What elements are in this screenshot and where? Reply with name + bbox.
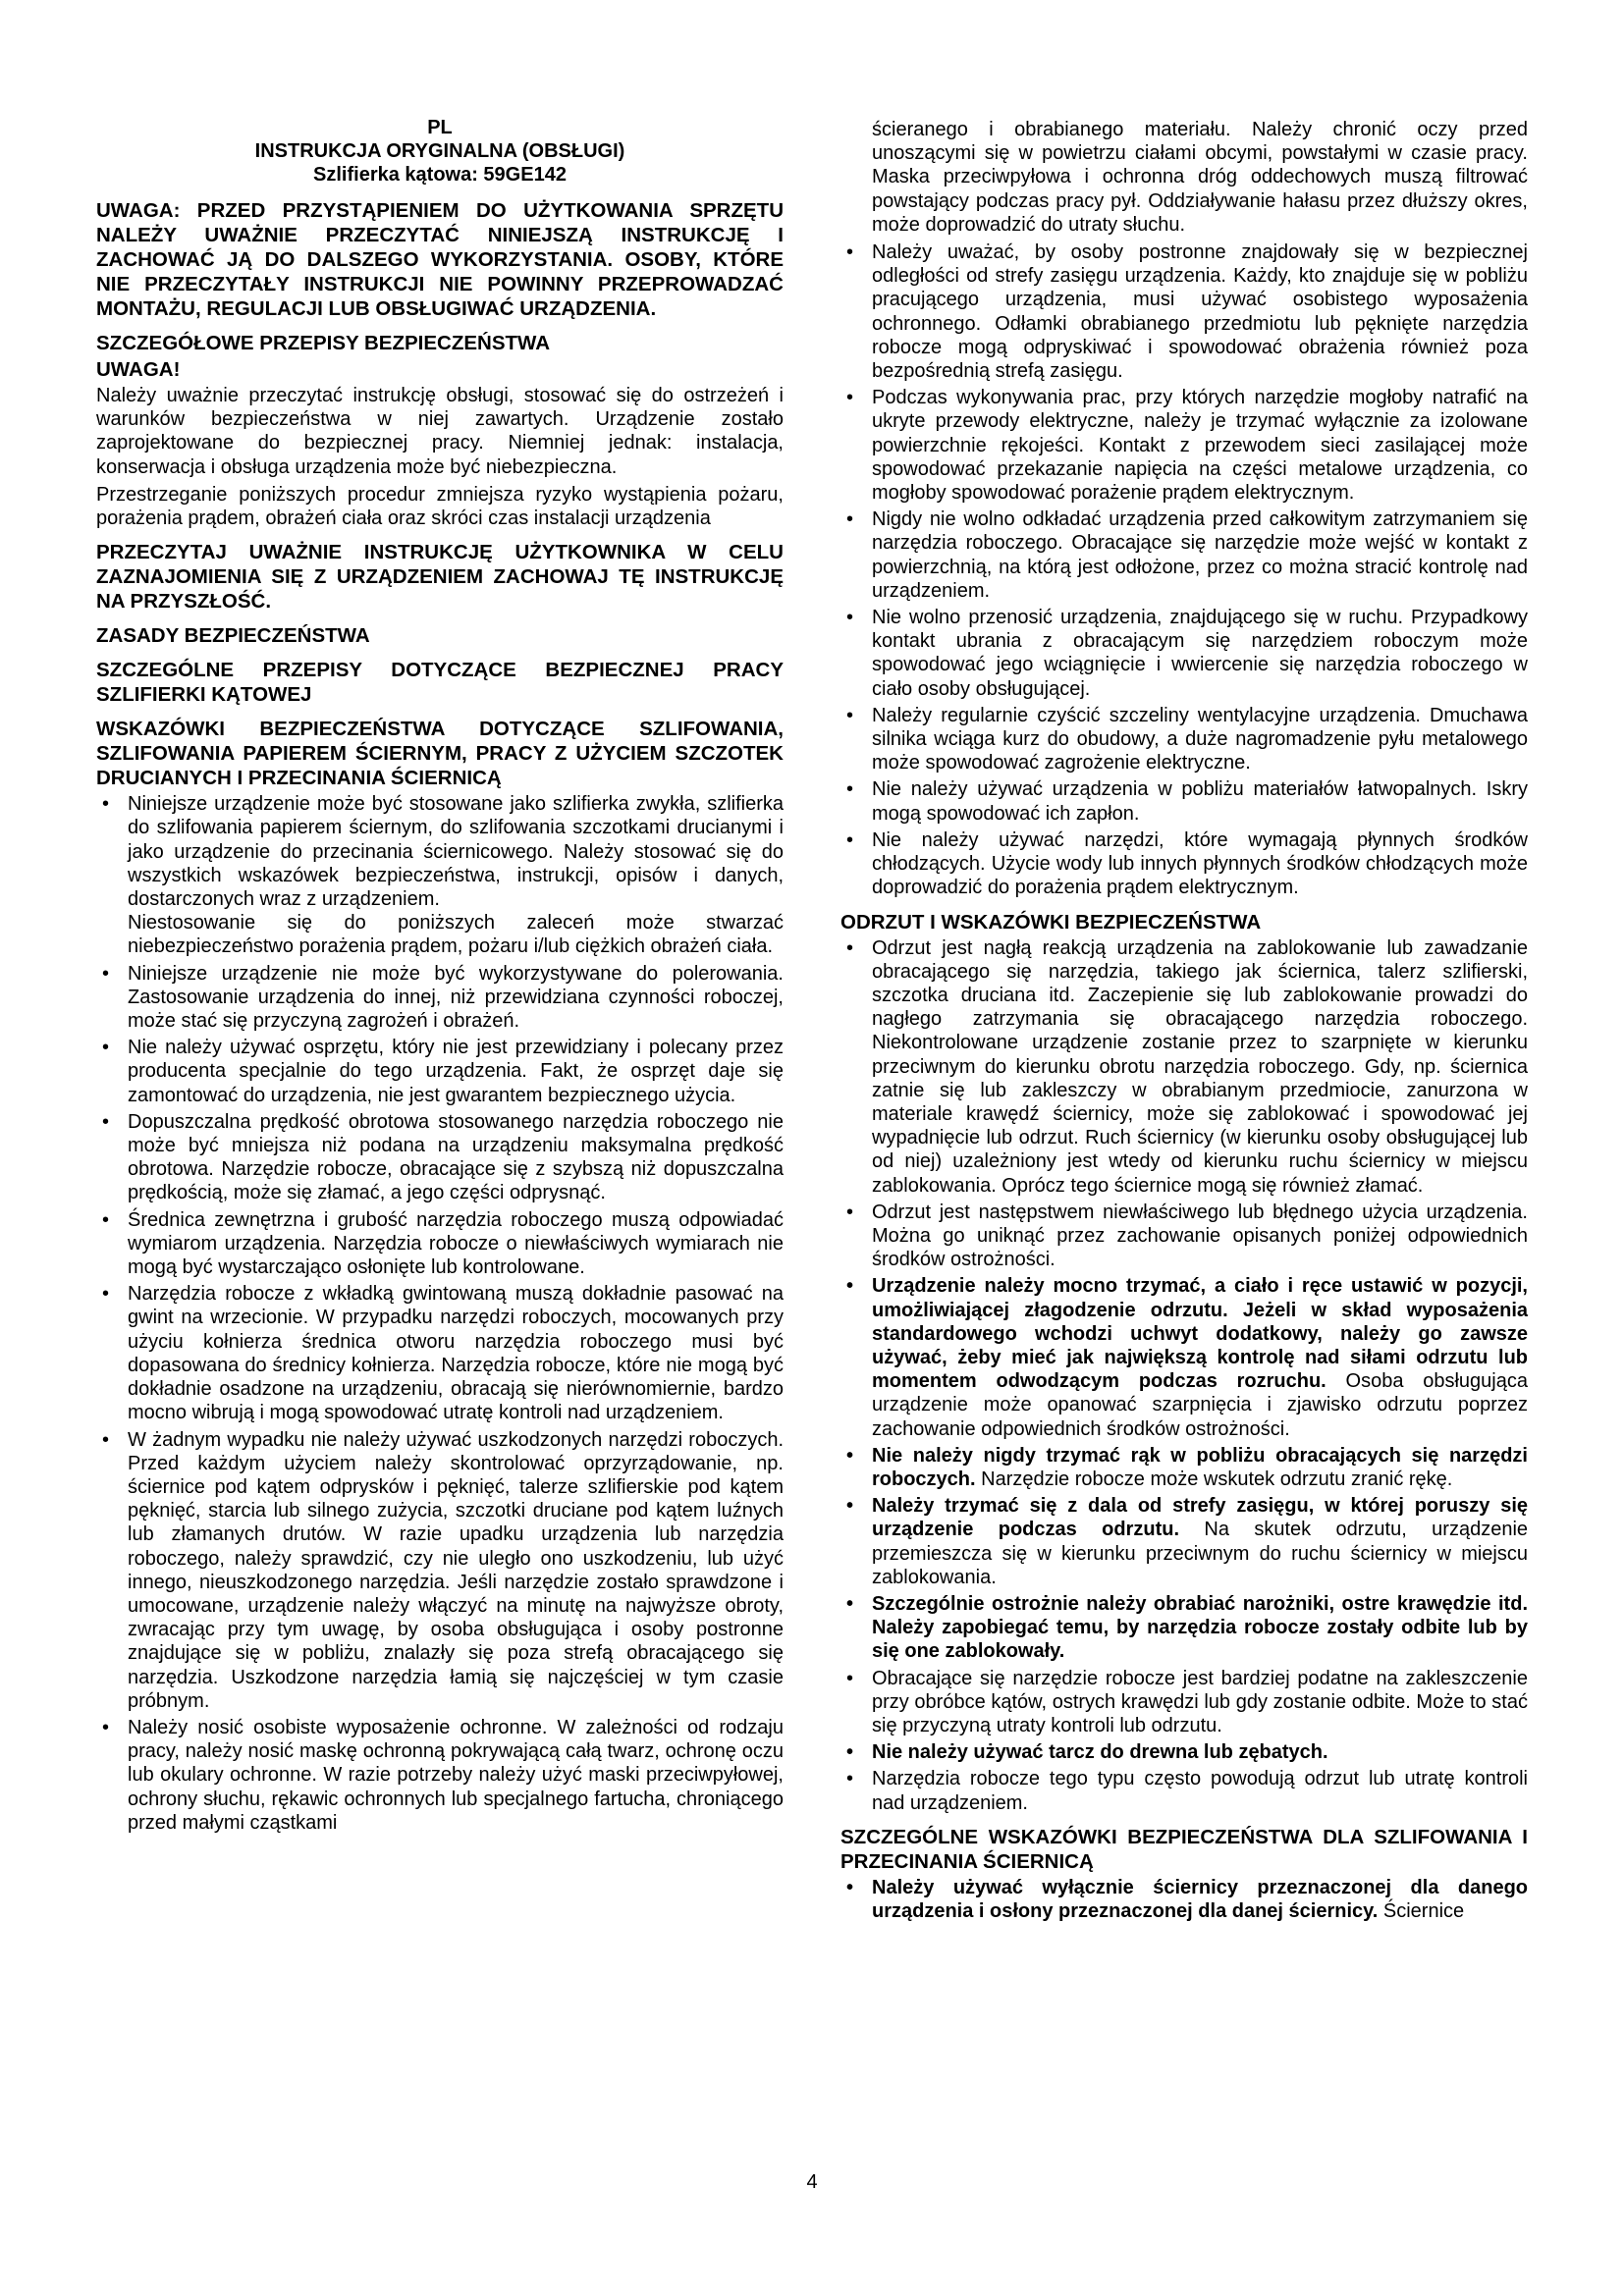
list-item-text: Niniejsze urządzenie może być stosowane jako szlifierka zwykła, szlifierka do szlifowania papierem ściernym, do szlifowania szczotkami drucianymi i jako urządzenie do przecinania ściernicowego. Należy stosować się do wszystkich wskazówek bezpieczeństwa, instrukcji, opisów i danych, dostarczonych wraz z urządzeniem. [128, 793, 784, 911]
list-item: • Nie należy używać osprzętu, który nie jest przewidziany i polecany przez producenta specjalnie do tego urządzenia. Fakt, że osprzęt daje się zamontować do urządzenia, nie jest gwarantem bezpiecznego użycia. [96, 1036, 784, 1107]
page-number: 4 [806, 2171, 818, 2193]
list-item: • Należy nosić osobiste wyposażenie ochronne. W zależności od rodzaju pracy, należy nosić maskę ochronną pokrywającą całą twarz, ochronę oczu lub okulary ochronne. W razie potrzeby należy użyć maski przeciwpyłowej, ochrony słuchu, rękawic ochronnych lub specjalnego fartucha, chroniącego przed małymi cząstkami [96, 1716, 784, 1835]
grinding-safety-list [96, 792, 784, 1835]
list-item-normal: Na skutek odrzutu, urządzenie przemieszcza się w kierunku przeciwnym do ruchu ściernicy w miejscu zablokowania. [872, 1519, 1529, 1588]
list-item [840, 1876, 1528, 1923]
list-item-bold: Nie należy nigdy trzymać rąk w pobliżu obracających się narzędzi roboczych. [872, 1444, 1528, 1490]
list-item [96, 792, 784, 958]
list-item [840, 1444, 1528, 1491]
heading-cutting-safety: SZCZEGÓLNE WSKAZÓWKI BEZPIECZEŃSTWA DLA SZLIFOWANIA I PRZECINANIA ŚCIERNICĄ [840, 1825, 1528, 1873]
list-item: • Narzędzia robocze tego typu często powodują odrzut lub utratę kontroli nad urządzeniem. [840, 1767, 1528, 1814]
cutting-safety-list [840, 1876, 1528, 1923]
heading-detailed-rules: SZCZEGÓŁOWE PRZEPISY BEZPIECZEŃSTWA [96, 332, 551, 354]
list-item: • Nie wolno przenosić urządzenia, znajdującego się w ruchu. Przypadkowy kontakt ubrania z obracającym się narzędziem roboczym może spowodować jego wciągnięcie i wwiercenie się narzędzia roboczego w ciało osoby obsługującej. [840, 606, 1528, 701]
list-item [840, 1274, 1528, 1440]
language-code: PL [427, 117, 453, 138]
list-item-normal: Osoba obsługująca urządzenie może opanować szarpnięcia i zjawisko odrzutu poprzez zachowanie odpowiednich środków ostrożności. [872, 1370, 1528, 1440]
list-item: • Należy regularnie czyścić szczeliny wentylacyjne urządzenia. Dmuchawa silnika wciąga kurz do obudowy, a duże nagromadzenie pyłu metalowego może spowodować zagrożenie elektryczne. [840, 704, 1528, 775]
paragraph-procedures: Przestrzeganie poniższych procedur zmniejsza ryzyko wystąpienia pożaru, porażenia prądem, obrażeń ciała oraz skróci czas instalacji urządzenia [96, 483, 784, 530]
heading-kickback: ODRZUT I WSKAZÓWKI BEZPIECZEŃSTWA [840, 910, 1262, 934]
list-item: • Szczególnie ostrożnie należy obrabiać narożniki, ostre krawędzie itd. Należy zapobiegać temu, by narzędzia robocze zostały odbite lub by się one zablokowały. [840, 1592, 1528, 1664]
list-item: • Nigdy nie wolno odkładać urządzenia przed całkowitym zatrzymaniem się narzędzia roboczego. Obracające się narzędzie może wejść w kontakt z powierzchnią, na którą jest odłożone, przez co można stracić kontrolę nad urządzeniem. [840, 507, 1528, 603]
paragraph-read-manual: Należy uważnie przeczytać instrukcję obsługi, stosować się do ostrzeżeń i warunków bezpieczeństwa w niej zawartych. Urządzenie zostało zaprojektowane do bezpiecznej pracy. Niemniej jednak: instalacja, konserwacja i obsługa urządzenia może być niebezpieczna. [96, 385, 784, 478]
list-item: • Nie należy używać narzędzi, które wymagają płynnych środków chłodzących. Użycie wody lub innych płynnych środków chłodzących może doprowadzić do porażenia prądem elektrycznym. [840, 828, 1528, 900]
list-item: • Obracające się narzędzie robocze jest bardziej podatne na zakleszczenie przy obróbce kątów, ostrych krawędzi lub gdy zostanie odbite. Może to stać się przyczyną utraty kontroli lub odrzutu. [840, 1667, 1528, 1738]
product-subtitle: Szlifierka kątowa: 59GE142 [313, 164, 567, 186]
warning-heading: UWAGA: PRZED PRZYSTĄPIENIEM DO UŻYTKOWANIA SPRZĘTU NALEŻY UWAŻNIE PRZECZYTAĆ NINIEJSZĄ INSTRUKCJĘ I ZACHOWAĆ JĄ DO DALSZEGO WYKORZYSTANIA. OSOBY, KTÓRE NIE PRZECZYTAŁY INSTRUKCJI NIE POWINNY PRZEPROWADZAĆ MONTAŻU, REGULACJI LUB OBSŁUGIWAĆ URZĄDZENIA. [96, 199, 784, 320]
continued-paragraph: ścieranego i obrabianego materiału. Należy chronić oczy przed unoszącymi się w powietrzu ciałami obcymi, powstałymi w czasie pracy. Maska przeciwpyłowa i ochronna dróg oddechowych muszą filtrować powstający podczas pracy pył. Oddziaływanie hałasu przez dłuższy okres, może doprowadzić do utraty słuchu. [872, 119, 1528, 236]
heading-uwaga: UWAGA! [96, 358, 181, 381]
list-item-bold: Urządzenie należy mocno trzymać, a ciało i ręce ustawić w pozycji, umożliwiającej złagodzenie odrzutu. Jeżeli w skład wyposażenia standardowego wchodzi uchwyt dodatkowy, należy go zawsze używać, żeby mieć jak największą kontrolę nad siłami odrzutu lub momentem odwodzącym podczas rozruchu. [872, 1275, 1528, 1393]
list-item-bold: Należy trzymać się z dala od strefy zasięgu, w której poruszy się urządzenie podczas odrzutu. [872, 1495, 1528, 1541]
document-title: INSTRUKCJA ORYGINALNA (OBSŁUGI) [254, 140, 625, 162]
list-item [840, 1494, 1528, 1589]
list-item-normal: Narzędzie robocze może wskutek odrzutu zranić rękę. [975, 1468, 1453, 1490]
list-item-bold: Należy używać wyłącznie ściernicy przeznaczonej dla danego urządzenia i osłony przeznaczonej dla danej ściernicy. [872, 1876, 1528, 1923]
list-item: • Nie należy używać tarcz do drewna lub zębatych. [840, 1740, 1528, 1764]
list-item: • W żadnym wypadku nie należy używać uszkodzonych narzędzi roboczych. Przed każdym użyciem należy skontrolować oprzyrządowanie, np. ściernice pod kątem odprysków i pęknięć, talerze szlifierskie pod kątem pęknięć, starcia lub silnego zużycia, szczotki druciane pod kątem luźnych lub złamanych drutów. W razie upadku urządzenia lub narzędzia roboczego, należy sprawdzić, czy nie uległo ono uszkodzeniu, lub użyć innego, nieuszkodzonego narzędzia. Jeśli narzędzie zostało sprawdzone i umocowane, urządzenie należy włączyć na minutę na najwyższe obroty, zwracając przy tym uwagę, by osoba obsługująca i osoby postronne znajdujące się w pobliżu, znalazły się poza strefą obracającego się narzędzia. Uszkodzone narzędzia łamią się najczęściej w tym czasie próbnym. [96, 1428, 784, 1713]
list-item: • Dopuszczalna prędkość obrotowa stosowanego narzędzia roboczego nie może być mniejsza niż podana na urządzeniu maksymalna prędkość obrotowa. Narzędzie robocze, obracające się z szybszą niż dopuszczalna prędkością, może się złamać, a jego części odprysnąć. [96, 1110, 784, 1205]
list-item: • Podczas wykonywania prac, przy których narzędzie mogłoby natrafić na ukryte przewody elektryczne, należy je trzymać wyłącznie za izolowane powierzchnie rękojeści. Kontakt z przewodem sieci zasilającej może spowodować przekazanie napięcia na części metalowe urządzenia, co mogłoby spowodować porażenie prądem elektrycznym. [840, 386, 1528, 505]
list-item: • Narzędzia robocze z wkładką gwintowaną muszą dokładnie pasować na gwint na wrzecionie. W przypadku narzędzi roboczych, mocowanych przy użyciu kołnierza średnica otworu narzędzia roboczego musi być dopasowana do średnicy kołnierza. Narzędzia robocze, które nie mogą być dokładnie osadzone na urządzeniu, obracają się nierównomiernie, bardzo mocno wibrują i mogą spowodować utratę kontroli nad urządzeniem. [96, 1282, 784, 1424]
list-item: • Nie należy używać urządzenia w pobliżu materiałów łatwopalnych. Iskry mogą spowodować ich zapłon. [840, 777, 1528, 825]
list-item-text-extra: Niestosowanie się do poniższych zaleceń może stwarzać niebezpieczeństwo porażenia prądem, pożaru i/lub ciężkich obrażeń ciała. [128, 912, 784, 958]
heading-grinding-safety: WSKAZÓWKI BEZPIECZEŃSTWA DOTYCZĄCE SZLIFOWANIA, SZLIFOWANIA PAPIEREM ŚCIERNYM, PRACY Z UŻYCIEM SZCZOTEK DRUCIANYCH I PRZECINANIA ŚCIERNICĄ [96, 718, 784, 790]
heading-special-rules: SZCZEGÓLNE PRZEPISY DOTYCZĄCE BEZPIECZNEJ PRACY SZLIFIERKI KĄTOWEJ [96, 659, 784, 707]
general-safety-list [840, 240, 1528, 899]
list-item-normal: Ściernice [1378, 1900, 1465, 1923]
list-item: • Odrzut jest nagłą reakcją urządzenia na zablokowanie lub zawadzanie obracającego się narzędzia, takiego jak ściernica, talerz szlifierski, szczotka druciana itd. Zaczepienie się lub zablokowanie prowadzi do nagłego zatrzymania się obracającego narzędzia roboczego. Niekontrolowane urządzenie zostanie przez to szarpnięte w kierunku przeciwnym do kierunku obrotu narzędzia roboczego. Gdy, np. ściernica zatnie się lub zakleszczy w obrabianym przedmiocie, zanurzona w materiale krawędź ściernicy, może się zablokować i spowodować jej wypadnięcie lub odrzut. Ruch ściernicy (w kierunku osoby obsługującej lub od niej) uzależniony jest wtedy od kierunku ruchu ściernicy w miejscu zablokowania. Oprócz tego ściernice mogą się również złamać. [840, 936, 1528, 1198]
left-column [96, 116, 784, 1838]
right-column [840, 118, 1528, 1926]
kickback-list [840, 936, 1528, 1815]
list-item: • Niniejsze urządzenie nie może być wykorzystywane do polerowania. Zastosowanie urządzenia do innej, niż przewidziana czynności roboczej, może stać się przyczyną zagrożeń i obrażeń. [96, 962, 784, 1034]
heading-read-instructions: PRZECZYTAJ UWAŻNIE INSTRUKCJĘ UŻYTKOWNIKA W CELU ZAZNAJOMIENIA SIĘ Z URZĄDZENIEM ZACHOWAJ TĘ INSTRUKCJĘ NA PRZYSZŁOŚĆ. [96, 541, 784, 614]
list-item: • Odrzut jest następstwem niewłaściwego lub błędnego użycia urządzenia. Można go uniknąć przez zachowanie opisanych poniżej odpowiednich środków ostrożności. [840, 1201, 1528, 1272]
heading-safety-rules: ZASADY BEZPIECZEŃSTWA [96, 624, 370, 648]
list-item: • Średnica zewnętrzna i grubość narzędzia roboczego muszą odpowiadać wymiarom urządzenia. Narzędzia robocze o niewłaściwych wymiarach nie mogą być wystarczająco osłonięte lub kontrolowane. [96, 1208, 784, 1280]
list-item: • Należy uważać, by osoby postronne znajdowały się w bezpiecznej odległości od strefy zasięgu urządzenia. Każdy, kto znajduje się w pobliżu pracującego urządzenia, musi używać osobistego wyposażenia ochronnego. Odłamki obrabianego przedmiotu lub pęknięte narzędzia robocze mogą odpryskiwać i spowodować obrażenia również poza bezpośrednią strefą zasięgu. [840, 240, 1528, 383]
